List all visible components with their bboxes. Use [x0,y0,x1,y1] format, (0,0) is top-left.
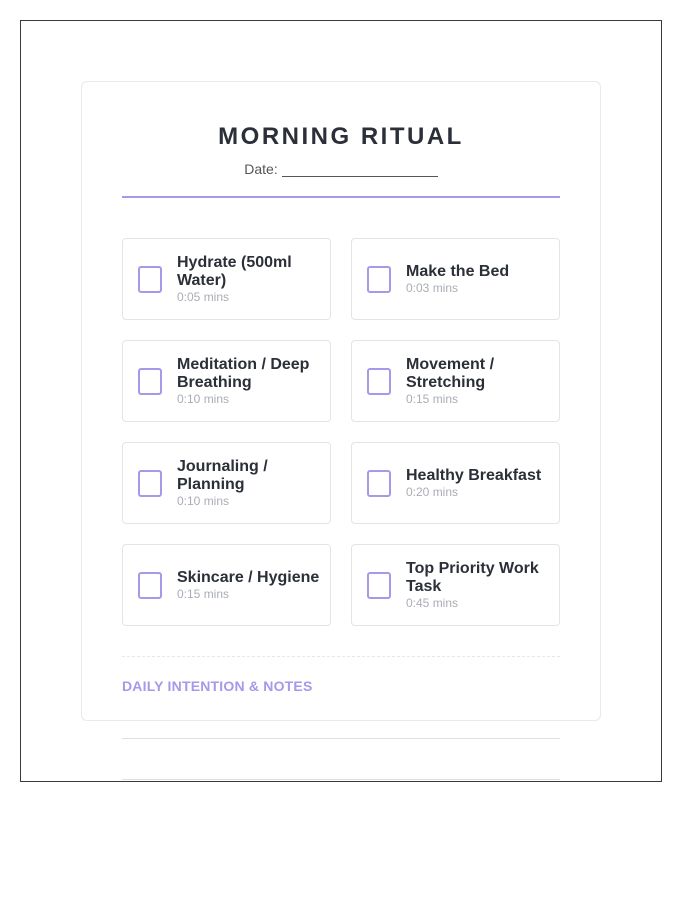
task-name: Top Priority Work Task [406,559,539,595]
task-text [406,560,549,611]
task-name: Skincare / Hygiene [177,568,320,586]
task-name: Meditation / Deep Breathing [177,355,310,391]
task-time: 0:15 mins [177,586,230,601]
date-label: Date: [244,161,278,177]
page-frame [20,20,662,782]
task-grid [122,238,560,626]
page-title: MORNING RITUAL [218,123,464,150]
task-text [177,356,320,407]
task-text [177,254,320,305]
task-card [122,340,331,422]
task-time: 0:15 mins [406,391,459,406]
task-text [177,569,319,602]
task-text [406,263,509,296]
task-name: Journaling / Planning [177,457,268,493]
task-time: 0:20 mins [406,484,459,499]
task-checkbox[interactable] [138,470,162,497]
task-checkbox[interactable] [367,572,391,599]
task-checkbox[interactable] [138,266,162,293]
task-name: Movement / Stretching [406,355,495,391]
ritual-card [81,81,601,721]
date-field[interactable] [282,162,438,177]
task-card [351,544,560,626]
note-line[interactable] [122,779,560,780]
task-card [122,544,331,626]
task-text [177,458,320,509]
task-time: 0:10 mins [177,391,230,406]
task-name: Hydrate (500ml Water) [177,253,292,289]
task-time: 0:03 mins [406,280,459,295]
task-checkbox[interactable] [367,470,391,497]
task-time: 0:10 mins [177,493,230,508]
task-checkbox[interactable] [138,368,162,395]
task-name: Healthy Breakfast [406,466,542,484]
task-time: 0:45 mins [406,595,459,610]
task-time: 0:05 mins [177,289,230,304]
task-text [406,356,549,407]
task-checkbox[interactable] [138,572,162,599]
task-card [351,340,560,422]
task-text [406,467,541,500]
task-card [122,442,331,524]
task-card [351,442,560,524]
task-card [351,238,560,320]
notes-separator [122,656,560,657]
note-line[interactable] [122,738,560,739]
title-divider [122,196,560,198]
task-card [122,238,331,320]
date-row [82,161,600,177]
notes-heading: DAILY INTENTION & NOTES [122,678,313,694]
task-checkbox[interactable] [367,266,391,293]
task-name: Make the Bed [406,262,510,280]
task-checkbox[interactable] [367,368,391,395]
